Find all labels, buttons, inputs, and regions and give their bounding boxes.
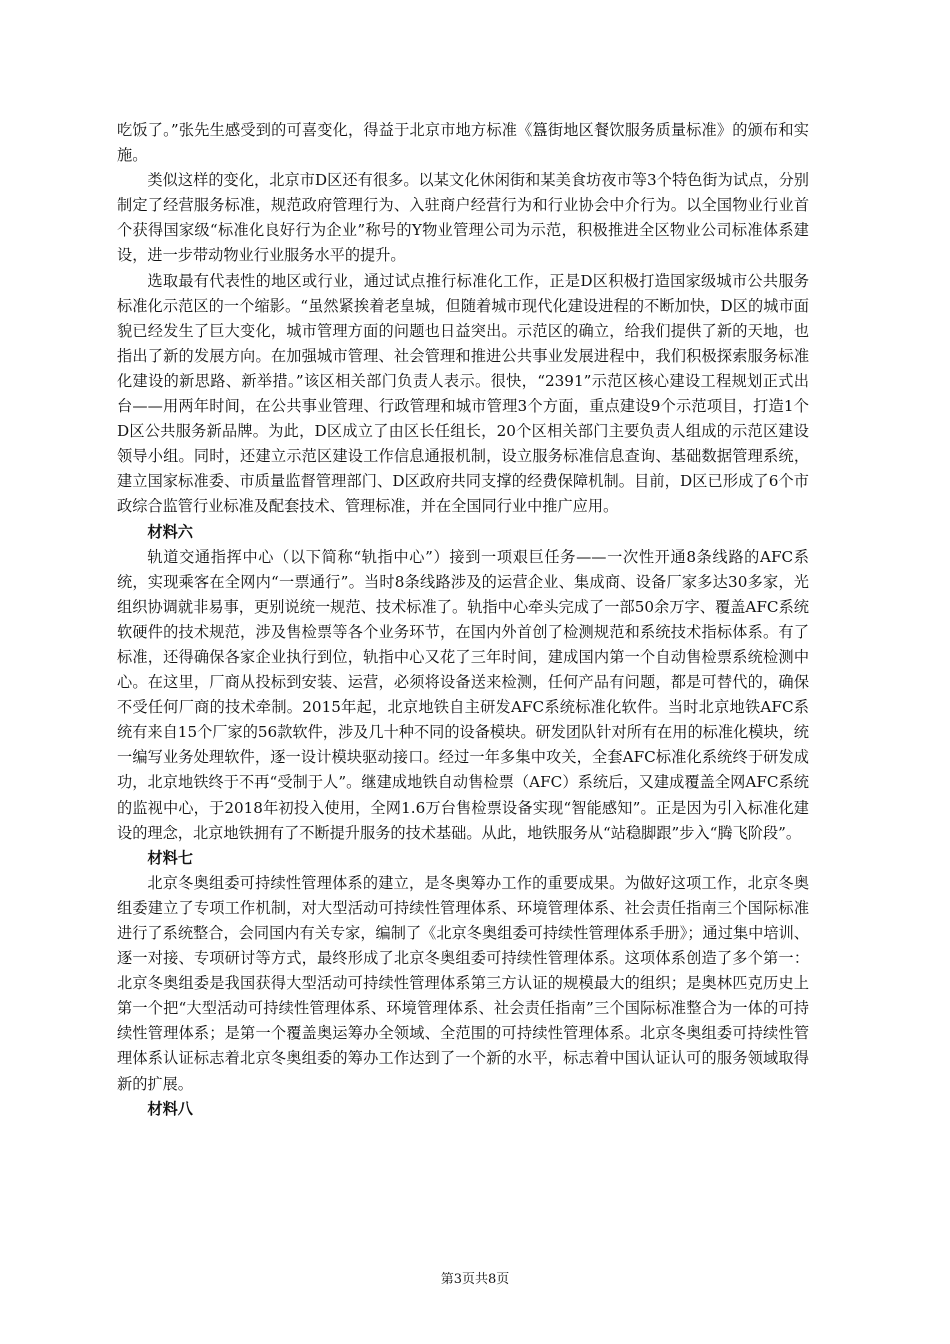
page-number-footer: 第3页共8页 — [440, 1272, 510, 1287]
section-heading-material-8: 材料八 — [147, 1099, 193, 1118]
paragraph-winter-olympics: 北京冬奥组委可持续性管理体系的建立，是冬奥筹办工作的重要成果。为做好这项工作，北京冬奥组委建立了专项工作机制，对大型活动可持续性管理体系、环境管理体系、社会责任指南三个国际标准进行了系统整合，会同国内有关专家，编制了《北京冬奥组委可持续性管理体系手册》；通过集中培训、逐一对接、专项研讨等方式，最终形成了北京冬奥组委可持续性管理体系。这项体系创造了多个第一：北京冬奥组委是我国获得大型活动可持续性管理体系第三方认证的规模最大的组织；是奥林匹克历史上第一个把“大型活动可持续性管理体系、环境管理体系、社会责任指南”三个国际标准整合为一体的可持续性管理体系；是第一个覆盖奥运筹办全领域、全范围的可持续性管理体系。北京冬奥组委可持续性管理体系认证标志着北京冬奥组委的筹办工作达到了一个新的水平，标志着中国认证认可的服务领域取得新的扩展。 — [117, 873, 809, 1093]
paragraph-d-district-examples: 类似这样的变化，北京市D区还有很多。以某文化休闲街和某美食坊夜市等3个特色街为试点，分别制定了经营服务标准，规范政府管理行为、入驻商户经营行为和行业协会中介行为。以全国物业行业首个获得国家级“标准化良好行为企业”称号的Y物业管理公司为示范，积极推进全区物业公司标准体系建设，进一步带动物业行业服务水平的提升。 — [117, 171, 809, 265]
page-body — [117, 118, 809, 1122]
paragraph-demonstration-zone: 选取最有代表性的地区或行业，通过试点推行标准化工作，正是D区积极打造国家级城市公共服务标准化示范区的一个缩影。“虽然紧挨着老皇城，但随着城市现代化建设进程的不断加快，D区的城市面貌已经发生了巨大变化，城市管理方面的问题也日益突出。示范区的确立，给我们提供了新的天地，也指出了新的发展方向。在加强城市管理、社会管理和推进公共事业发展进程中，我们积极探索服务标准化建设的新思路、新举措。”该区相关部门负责人表示。很快，“2391”示范区核心建设工程规划正式出台——用两年时间，在公共事业管理、行政管理和城市管理3个方面，重点建设9个示范项目，打造1个D区公共服务新品牌。为此，D区成立了由区长任组长，20个区相关部门主要负责人组成的示范区建设领导小组。同时，还建立示范区建设工作信息通报机制，设立服务标准信息查询、基础数据管理系统，建立国家标准委、市质量监督管理部门、D区政府共同支撑的经费保障机制。目前，D区已形成了6个市政综合监管行业标准及配套技术、管理标准，并在全国同行业中推广应用。 — [117, 271, 809, 516]
section-heading-material-6: 材料六 — [147, 522, 193, 541]
paragraph-afc-system: 轨道交通指挥中心（以下简称“轨指中心”）接到一项艰巨任务——一次性开通8条线路的AFC系统，实现乘客在全网内“一票通行”。当时8条线路涉及的运营企业、集成商、设备厂家多达30多家，光组织协调就非易事，更别说统一规范、技术标准了。轨指中心牵头完成了一部50余万字、覆盖AFC系统软硬件的技术规范，涉及售检票等各个业务环节，在国内外首创了检测规范和系统技术指标体系。有了标准，还得确保各家企业执行到位，轨指中心又花了三年时间，建成国内第一个自动售检票系统检测中心。在这里，厂商从投标到安装、运营，必须将设备送来检测，任何产品有问题，都是可替代的，确保不受任何厂商的技术牵制。2015年起，北京地铁自主研发AFC系统标准化软件。当时北京地铁AFC系统有来自15个厂家的56款软件，涉及几十种不同的设备模块。研发团队针对所有在用的标准化模块，统一编写业务处理软件，逐一设计模块驱动接口。经过一年多集中攻关，全套AFC标准化系统终于研发成功，北京地铁终于不再“受制于人”。继建成地铁自动售检票（AFC）系统后，又建成覆盖全网AFC系统的监视中心，于2018年初投入使用，全网1.6万台售检票设备实现“智能感知”。正是因为引入标准化建设的理念，北京地铁拥有了不断提升服务的技术基础。从此，地铁服务从“站稳脚跟”步入“腾飞阶段”。 — [117, 547, 809, 842]
paragraph-continued: 吃饭了。”张先生感受到的可喜变化，得益于北京市地方标准《簋街地区餐饮服务质量标准》的颁布和实施。 — [117, 121, 809, 165]
section-heading-material-7: 材料七 — [147, 848, 193, 867]
